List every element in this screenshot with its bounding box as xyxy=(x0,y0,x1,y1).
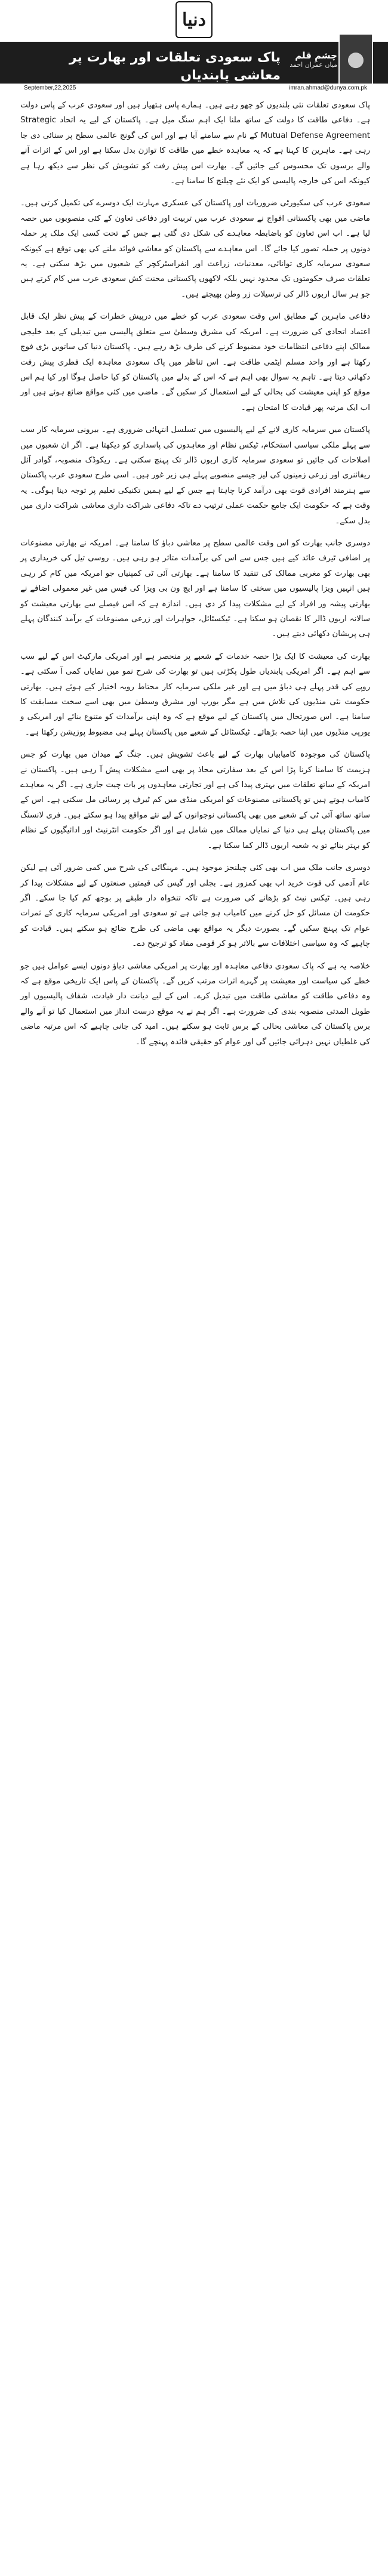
author-name: میاں عمران احمد xyxy=(290,61,337,69)
paragraph: دوسری جانب بھارت کو اس وقت عالمی سطح پر معاشی دباؤ کا سامنا ہے۔ امریکہ نے بھارتی مصنوعات پر اضافی ٹیرف عائد کیے ہیں جس سے اس کی برآمدات متاثر ہو رہی ہیں۔ روسی تیل کی خریداری پر بھی بھارت کو مغربی ممالک کی تنقید کا سامنا ہے۔ بھارتی آئی ٹی کمپنیاں جو امریکہ میں کام کر رہی ہیں انہیں ویزا پالیسیوں میں سختی کا سامنا ہے اور ایچ ون بی ویزا کی فیس میں غیر معمولی اضافے نے بھارتی پیشہ ور افراد کے لیے مشکلات پیدا کر دی ہیں۔ اندازہ ہے کہ اس فیصلے سے بھارتی معیشت کو سالانہ اربوں ڈالر کا نقصان ہو سکتا ہے۔ ٹیکسٹائل، جواہرات اور زرعی مصنوعات کے برآمد کنندگان پہلے ہی پریشان دکھائی دیتے ہیں۔ xyxy=(20,538,370,639)
article-meta xyxy=(24,85,367,93)
article-body xyxy=(20,98,370,1057)
paragraph: پاکستان میں سرمایہ کاری لانے کے لیے پالیسیوں میں تسلسل انتہائی ضروری ہے۔ بیرونی سرمایہ کار سب سے پہلے ملکی سیاسی استحکام، ٹیکس نظام اور معاہدوں کی پاسداری کو دیکھتا ہے۔ اگر ان شعبوں میں اصلاحات کی جائیں تو سعودی سرمایہ کاری اربوں ڈالر تک پہنچ سکتی ہے۔ ریکوڈک منصوبہ، گوادر آئل ریفائنری اور زرعی زمینوں کی لیز جیسے منصوبے پہلے ہی زیر غور ہیں۔ اسی طرح سعودی عرب پاکستان سے ہنرمند افرادی قوت بھی درآمد کرنا چاہتا ہے جس کے لیے ہمیں تکنیکی تعلیم پر توجہ دینا ہوگی۔ یہ وقت ہے کہ حکومت ایک جامع حکمت عملی ترتیب دے تاکہ دفاعی شراکت داری معاشی شراکت داری میں بدل سکے۔ xyxy=(20,425,370,526)
paragraph: دفاعی ماہرین کے مطابق اس وقت سعودی عرب کو خطے میں درپیش خطرات کے پیش نظر ایک قابل اعتماد اتحادی کی ضرورت ہے۔ امریکہ کی مشرق وسطیٰ سے متعلق پالیسی میں تبدیلی کے بعد خلیجی ممالک اپنے دفاعی انتظامات خود مضبوط کرنے کی طرف بڑھ رہے ہیں۔ پاکستان دنیا کی ساتویں بڑی فوج رکھتا ہے اور واحد مسلم ایٹمی طاقت ہے۔ اس تناظر میں پاک سعودی معاہدہ ایک فطری پیش رفت دکھائی دیتا ہے۔ تاہم یہ سوال بھی اہم ہے کہ اس کے بدلے میں پاکستان کو کیا حاصل ہوگا اور کیا ہم اس موقع کو اپنی معیشت کی بحالی کے لیے استعمال کر سکیں گے۔ ماضی میں کئی مواقع ضائع ہوئے ہیں اور اب ایک مرتبہ پھر قیادت کا امتحان ہے۔ xyxy=(20,312,370,412)
paragraph: خلاصہ یہ ہے کہ پاک سعودی دفاعی معاہدہ اور بھارت پر امریکی معاشی دباؤ دونوں ایسے عوامل ہیں جو خطے کی سیاست اور معیشت پر گہرے اثرات مرتب کریں گے۔ پاکستان کے پاس ایک تاریخی موقع ہے کہ وہ دفاعی طاقت کو معاشی طاقت میں تبدیل کرے۔ اس کے لیے دیانت دار قیادت، شفاف پالیسیوں اور طویل المدتی منصوبہ بندی کی ضرورت ہے۔ اگر ہم نے یہ موقع درست انداز میں استعمال کیا تو آنے والے برس پاکستان کی معاشی بحالی کے برس ثابت ہو سکتے ہیں۔ امید کی جانی چاہیے کہ اس مرتبہ ماضی کی غلطیاں نہیں دہرائی جائیں گی اور عوام کو حقیقی فائدہ پہنچے گا۔ xyxy=(20,961,370,1047)
paragraph: دوسری جانب ملک میں اب بھی کئی چیلنجز موجود ہیں۔ مہنگائی کی شرح میں کمی ضرور آئی ہے لیکن عام آدمی کی قوت خرید اب بھی کمزور ہے۔ بجلی اور گیس کی قیمتیں صنعتوں کے لیے مشکلات پیدا کر رہی ہیں۔ ٹیکس نیٹ کو بڑھانے کی ضرورت ہے تاکہ تنخواہ دار طبقے پر بوجھ کم کیا جا سکے۔ اگر حکومت ان مسائل کو حل کرنے میں کامیاب ہو جاتی ہے تو سعودی اور امریکی سرمایہ کاری کے ثمرات عوام تک پہنچ سکیں گے۔ بصورت دیگر یہ مواقع بھی ماضی کی طرح ضائع ہو سکتے ہیں۔ قیادت کو چاہیے کہ وہ سیاسی اختلافات سے بالاتر ہو کر قومی مفاد کو ترجیح دے۔ xyxy=(20,863,370,949)
column-byline xyxy=(290,50,337,69)
paragraph: سعودی عرب کی سکیورٹی ضروریات اور پاکستان کی عسکری مہارت ایک دوسرے کی تکمیل کرتی ہیں۔ ماضی میں بھی پاکستانی افواج نے سعودی عرب میں تربیت اور دفاعی تعاون کے کئی منصوبوں میں حصہ لیا ہے۔ اب اس تعاون کو باضابطہ معاہدے کی شکل دی گئی ہے جس کے تحت کسی ایک ملک پر حملہ دونوں پر حملہ تصور کیا جائے گا۔ اس معاہدے سے پاکستان کو معاشی فوائد ملنے کی بھی توقع ہے کیونکہ سعودی سرمایہ کاری توانائی، معدنیات، زراعت اور انفراسٹرکچر کے شعبوں میں بڑھ سکتی ہے۔ یہ تعلقات صرف حکومتوں تک محدود نہیں بلکہ لاکھوں پاکستانی محنت کش سعودی عرب میں کام کرتے ہیں جو ہر سال اربوں ڈالر کی ترسیلات زر وطن بھیجتے ہیں۔ xyxy=(20,199,370,299)
paragraph: بھارت کی معیشت کا ایک بڑا حصہ خدمات کے شعبے پر منحصر ہے اور امریکی مارکیٹ اس کے لیے سب سے اہم ہے۔ اگر امریکی پابندیاں طول پکڑتی ہیں تو بھارت کی شرح نمو میں نمایاں کمی آ سکتی ہے۔ روپے کی قدر پہلے ہی دباؤ میں ہے اور غیر ملکی سرمایہ کار محتاط رویہ اختیار کیے ہوئے ہیں۔ بھارتی حکومت نئی منڈیوں کی تلاش میں ہے مگر یورپ اور مشرق وسطیٰ میں بھی اسے سخت مسابقت کا سامنا ہے۔ اس صورتحال میں پاکستان کے لیے موقع ہے کہ وہ اپنی برآمدات کو متنوع بنائے اور امریکی و یورپی منڈیوں میں اپنا حصہ بڑھائے۔ ٹیکسٹائل کے شعبے میں پاکستان پہلے ہی مضبوط پوزیشن رکھتا ہے۔ xyxy=(20,652,370,737)
dunya-logo[interactable]: دنیا xyxy=(175,1,213,38)
author-email[interactable]: imran.ahmad@dunya.com.pk xyxy=(289,85,367,91)
publish-date: September,22,2025 xyxy=(24,85,76,91)
paragraph: پاکستان کی موجودہ کامیابیاں بھارت کے لیے باعث تشویش ہیں۔ جنگ کے میدان میں بھارت کو جس ہزیمت کا سامنا کرنا پڑا اس کے بعد سفارتی محاذ پر بھی اسے مشکلات پیش آ رہی ہیں۔ پاکستان نے امریکہ کے ساتھ تعلقات میں بہتری پیدا کی ہے اور تجارتی معاہدوں پر بات چیت جاری ہے۔ اگر یہ معاہدے کامیاب ہوتے ہیں تو پاکستانی مصنوعات کو امریکی منڈی میں کم ٹیرف پر رسائی مل سکتی ہے۔ اس کے ساتھ ساتھ آئی ٹی کے شعبے میں بھی پاکستانی نوجوانوں کے لیے نئے مواقع پیدا ہو سکتے ہیں۔ فری لانسنگ میں پاکستان پہلے ہی دنیا کے نمایاں ممالک میں شامل ہے اور اگر حکومت انٹرنیٹ اور ادائیگیوں کے نظام کو بہتر بنائے تو یہ شعبہ اربوں ڈالر کما سکتا ہے۔ xyxy=(20,750,370,850)
article-title: پاک سعودی تعلقات اور بھارت پر معاشی پابندیاں xyxy=(69,50,281,83)
paragraph: پاک سعودی تعلقات نئی بلندیوں کو چھو رہے ہیں۔ ہمارے پاس ہتھیار ہیں اور سعودی عرب کے پاس دولت ہے۔ دفاعی طاقت کا دولت کے ساتھ ملنا ایک اہم سنگ میل ہے۔ پاکستان کے لیے یہ اتحاد Strategic Mutual Defense Agreement کے نام سے سامنے آیا ہے اور اس کی گونج عالمی سطح پر سنائی دی جا رہی ہے۔ ماہرین کا کہنا ہے کہ یہ معاہدہ خطے میں طاقت کا توازن بدل سکتا ہے اور اس کے اثرات آنے والے برسوں تک محسوس کیے جائیں گے۔ بھارت اس پیش رفت کو تشویش کی نظر سے دیکھ رہا ہے کیونکہ اس کی خارجہ پالیسی کو ایک نئے چیلنج کا سامنا ہے۔ xyxy=(20,101,370,186)
person-icon: ● xyxy=(347,47,365,71)
author-photo xyxy=(338,33,373,85)
masthead xyxy=(0,0,388,39)
column-name: چشمِ قلم xyxy=(295,50,337,61)
